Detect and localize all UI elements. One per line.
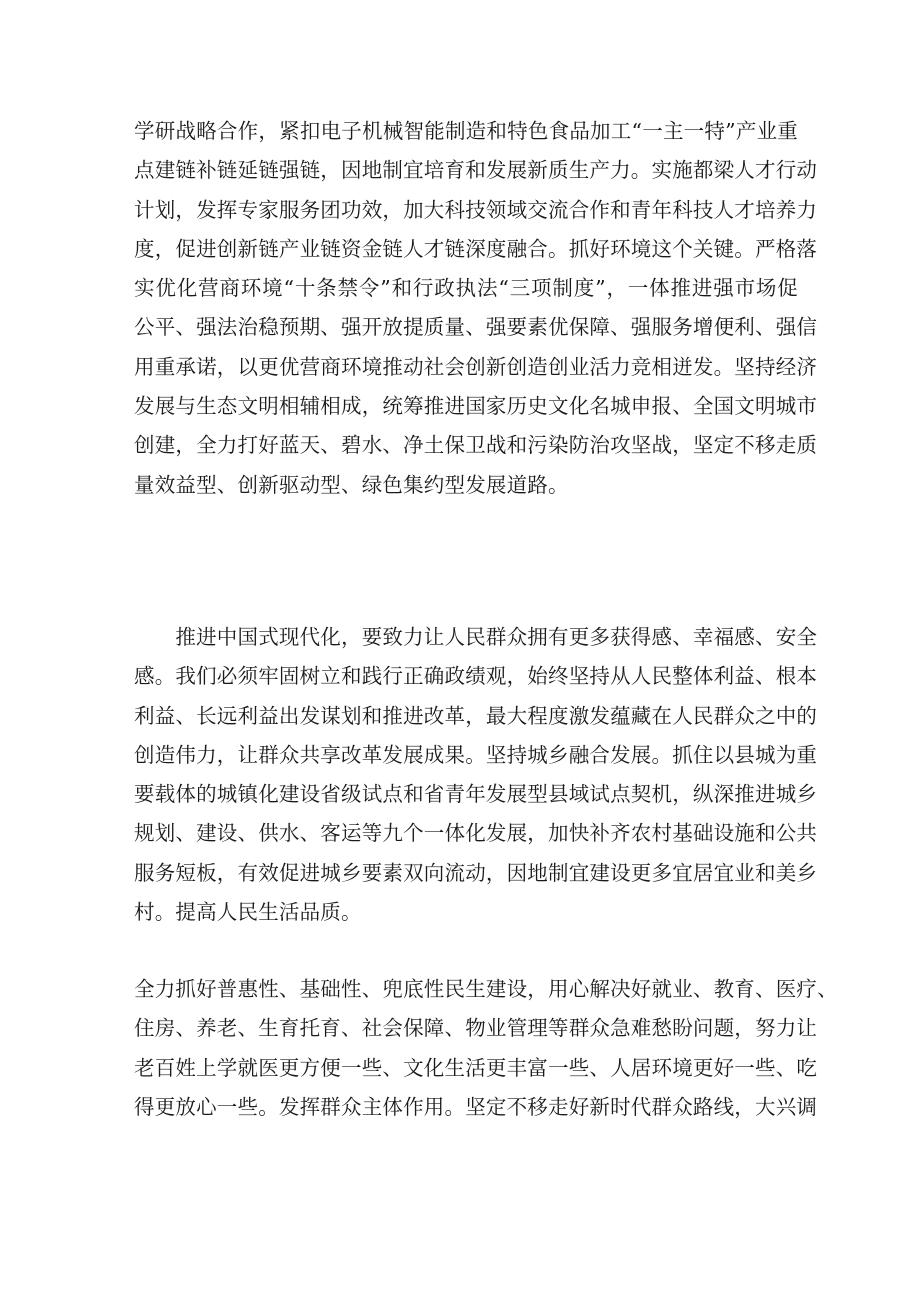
paragraph-line: 推进中国式现代化，要致力让人民群众拥有更多获得感、幸福感、安全 [134, 625, 818, 649]
paragraph-line: 感。我们必须牢固树立和践行正确政绩观，始终坚持从人民整体利益、根本 [134, 664, 818, 689]
paragraph-line: 创建，全力打好蓝天、碧水、净土保卫战和污染防治攻坚战，坚定不移走质 [134, 433, 818, 458]
paragraph-line: 发展与生态文明相辅相成，统筹推进国家历史文化名城申报、全国文明城市 [134, 394, 818, 419]
paragraph-line: 规划、建设、供水、客运等九个一体化发展，加快补齐农村基础设施和公共 [134, 821, 818, 846]
paragraph-line: 计划，发挥专家服务团功效，加大科技领域交流合作和青年科技人才培养力 [134, 197, 818, 222]
paragraph-line: 住房、养老、生育托育、社会保障、物业管理等群众急难愁盼问题，努力让 [134, 1016, 818, 1041]
paragraph-line: 公平、强法治稳预期、强开放提质量、强要素优保障、强服务增便利、强信 [134, 315, 818, 340]
paragraph-line: 得更放心一些。发挥群众主体作用。坚定不移走好新时代群众路线，大兴调 [134, 1094, 818, 1119]
paragraph-line: 利益、长远利益出发谋划和推进改革，最大程度激发蕴藏在人民群众之中的 [134, 703, 818, 728]
paragraph-line: 要载体的城镇化建设省级试点和省青年发展型县域试点契机，纵深推进城乡 [134, 782, 818, 807]
paragraph-1 [134, 112, 818, 505]
paragraph-line: 学研战略合作，紧扣电子机械智能制造和特色食品加工“一主一特”产业重 [134, 119, 798, 143]
paragraph-line: 全力抓好普惠性、基础性、兜底性民生建设，用心解决好就业、教育、医疗、 [134, 977, 838, 1001]
paragraph-2 [134, 618, 818, 932]
paragraph-line: 度，促进创新链产业链资金链人才链深度融合。抓好环境这个关键。严格落 [134, 236, 818, 261]
paragraph-line: 点建链补链延链强链，因地制宜培育和发展新质生产力。实施都梁人才行动 [134, 158, 818, 183]
paragraph-line: 创造伟力，让群众共享改革发展成果。坚持城乡融合发展。抓住以县城为重 [134, 742, 818, 767]
paragraph-line: 用重承诺，以更优营商环境推动社会创新创造创业活力竞相迸发。坚持经济 [134, 354, 818, 379]
paragraph-line: 服务短板，有效促进城乡要素双向流动，因地制宜建设更多宜居宜业和美乡 [134, 860, 818, 885]
paragraph-line: 村。提高人民生活品质。 [134, 900, 362, 925]
paragraph-line: 量效益型、创新驱动型、绿色集约型发展道路。 [134, 472, 569, 497]
paragraph-3 [134, 970, 838, 1127]
paragraph-line: 老百姓上学就医更方便一些、文化生活更丰富一些、人居环境更好一些、吃 [134, 1055, 818, 1080]
paragraph-line: 实优化营商环境“十条禁令”和行政执法“三项制度”，一体推进强市场促 [134, 276, 798, 301]
